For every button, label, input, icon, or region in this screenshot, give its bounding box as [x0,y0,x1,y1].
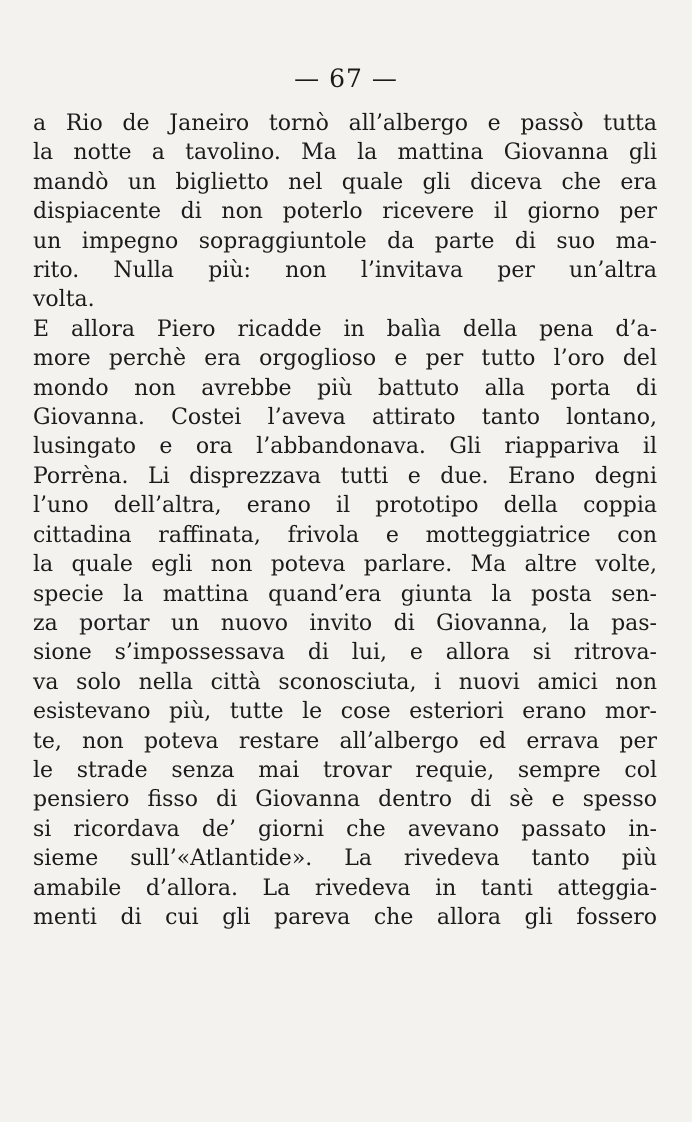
text-line: menti di cui gli pareva che allora gli fossero [33,904,657,930]
text-line: za portar un nuovo invito di Giovanna, la pas- [33,610,657,636]
text-line: cittadina raffinata, frivola e motteggiatrice con [33,522,657,548]
text-line: l’uno dell’altra, erano il prototipo della coppia [33,493,657,519]
text-line: dispiacente di non poterlo ricevere il giorno per [33,199,657,225]
text-line: un impegno sopraggiuntole da parte di suo ma- [33,228,657,254]
text-line: pensiero fisso di Giovanna dentro di sè e spesso [33,787,657,813]
text-line: rito. Nulla più: non l’invitava per un’altra [33,258,657,284]
text-line: sieme sull’«Atlantide». La rivedeva tanto più [33,846,657,872]
text-line: mandò un biglietto nel quale gli diceva che era [33,169,657,195]
text-line: Giovanna. Costei l’aveva attirato tanto lontano, [33,405,657,431]
text-line: Porrèna. Li disprezzava tutti e due. Erano degni [33,463,657,489]
text-line: specie la mattina quand’era giunta la posta sen- [33,581,657,607]
text-line: more perchè era orgoglioso e per tutto l’oro del [33,346,657,372]
text-line: la notte a tavolino. Ma la mattina Giovanna gli [33,140,657,166]
text-line: esistevano più, tutte le cose esteriori erano mor- [33,699,657,725]
text-line: amabile d’allora. La rivedeva in tanti atteggia- [33,875,657,901]
text-line: lusingato e ora l’abbandonava. Gli riappariva il [33,434,657,460]
text-line: si ricordava de’ giorni che avevano passato in- [33,816,657,842]
text-line: va solo nella città sconosciuta, i nuovi amici non [33,669,657,695]
text-line: mondo non avrebbe più battuto alla porta di [33,375,657,401]
text-line: la quale egli non poteva parlare. Ma altre volte, [33,552,657,578]
text-line: E allora Piero ricadde in balìa della pena d’a- [33,316,657,342]
text-line: le strade senza mai trovar requie, sempre col [33,757,657,783]
page-number: — 67 — [294,64,398,93]
text-line: sione s’impossessava di lui, e allora si ritrova- [33,640,657,666]
text-line: volta. [33,287,95,313]
text-line: a Rio de Janeiro tornò all’albergo e passò tutta [33,111,657,136]
text-line: te, non poteva restare all’albergo ed errava per [33,728,657,754]
page-text [33,109,657,932]
